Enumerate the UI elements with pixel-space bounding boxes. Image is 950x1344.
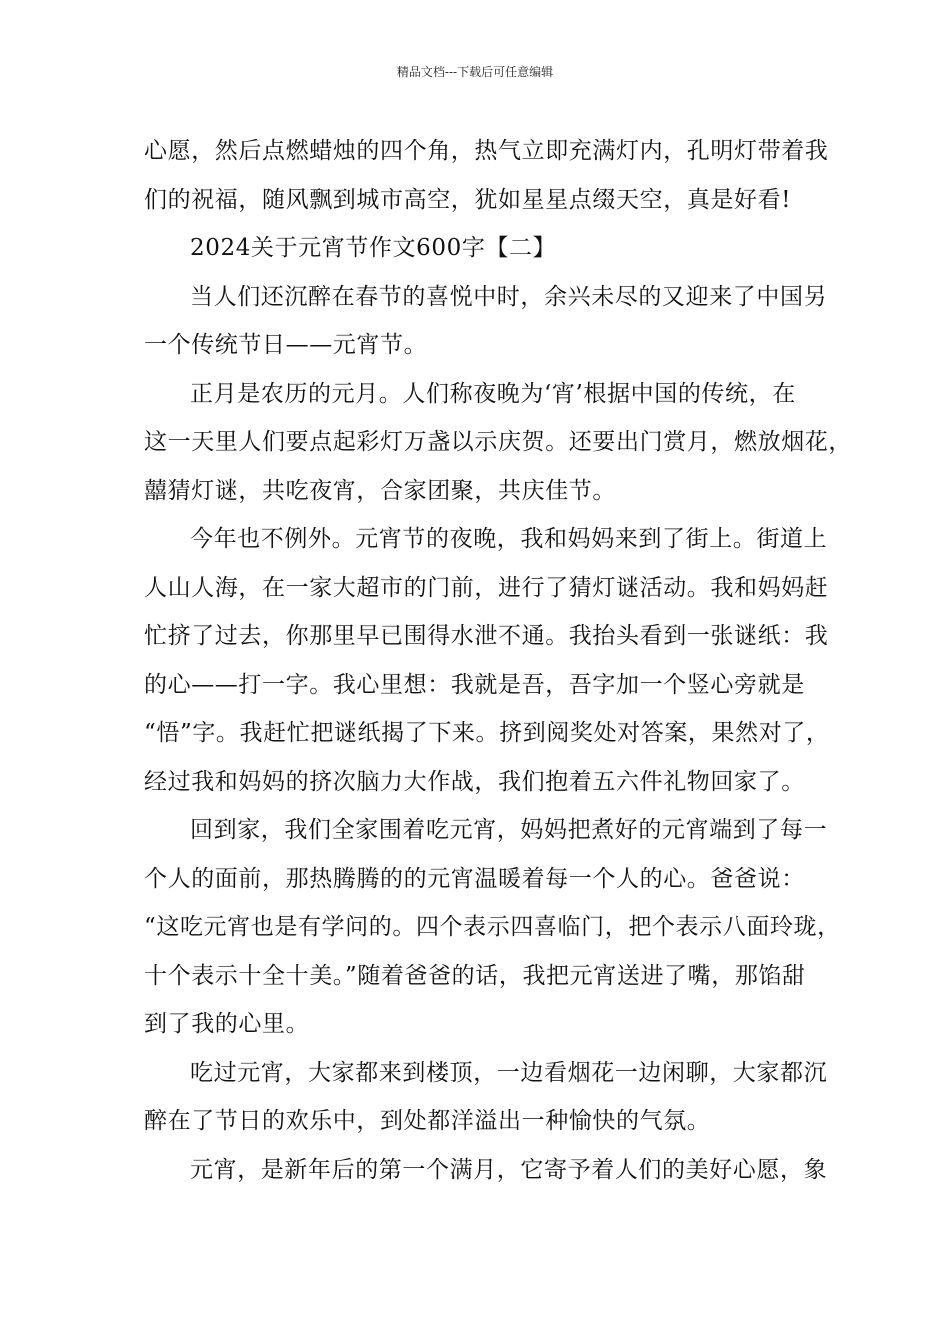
paragraph-3: [144, 370, 852, 516]
paragraph-2: [144, 273, 828, 370]
text-line: 人山人海，在一家大超市的门前，进行了猜灯谜活动。我和妈妈赶: [144, 574, 829, 601]
text-line: 醉在了节日的欢乐中，到处都洋溢出一种愉快的气氛。: [144, 1108, 711, 1134]
text-line: 们的祝福，随风飘到城市高空，犹如星星点缀天空，真是好看!: [144, 186, 792, 213]
paragraph-6: [144, 1049, 828, 1146]
text-line: 2024关于元宵节作文600字【二】: [190, 235, 557, 261]
paragraph-7: [144, 1146, 828, 1195]
text-line: 元宵，是新年后的第一个满月，它寄予着人们的美好心愿，象: [190, 1156, 828, 1183]
text-line: 的心——打一字。我心里想：我就是吾，吾字加一个竖心旁就是: [144, 671, 805, 698]
paragraph-1: [144, 127, 829, 224]
page-header: 精品文档---下载后可任意编辑: [396, 65, 554, 79]
text-line: 正月是农历的元月。人们称夜晚为‘宵’根据中国的传统，在: [190, 380, 796, 407]
paragraph-4: [144, 515, 830, 806]
text-line: 到了我的心里。: [144, 1011, 310, 1037]
text-line: 吃过元宵，大家都来到楼顶，一边看烟花一边闲聊，大家都沉: [190, 1059, 828, 1086]
text-line: 一个传统节日——元宵节。: [144, 332, 428, 358]
text-line: 十个表示十全十美。”随着爸爸的话，我把元宵送进了嘴，那馅甜: [144, 962, 806, 989]
section-heading: [144, 224, 809, 273]
text-line: 心愿，然后点燃蜡烛的四个角，热气立即充满灯内，孔明灯带着我: [144, 138, 829, 164]
text-line: 个人的面前，那热腾腾的的元宵温暖着每一个人的心。爸爸说：: [144, 865, 805, 892]
text-line: 今年也不例外。元宵节的夜晚，我和妈妈来到了街上。街道上: [190, 526, 828, 552]
text-line: 回到家，我们全家围着吃元宵，妈妈把煮好的元宵端到了每一: [190, 817, 828, 843]
text-line: 当人们还沉醉在春节的喜悦中时，余兴未尽的又迎来了中国另: [190, 283, 828, 310]
text-line: 这一天里人们要点起彩灯万盏以示庆贺。还要出门赏月，燃放烟花，: [144, 429, 852, 455]
text-line: 忙挤了过去，你那里早已围得水泄不通。我抬头看到一张谜纸：我: [144, 623, 829, 649]
text-line: “悟”字。我赶忙把谜纸揭了下来。挤到阅奖处对答案，果然对了，: [144, 720, 830, 746]
document-body: [144, 127, 852, 1194]
paragraph-5: [144, 806, 841, 1049]
text-line: “这吃元宵也是有学问的。四个表示四喜临门，把个表示八面玲珑，: [144, 914, 841, 940]
text-line: 经过我和妈妈的挤次脑力大作战，我们抱着五六件礼物回家了。: [144, 768, 805, 795]
text-line: 囍猜灯谜，共吃夜宵，合家团聚，共庆佳节。: [144, 477, 616, 504]
